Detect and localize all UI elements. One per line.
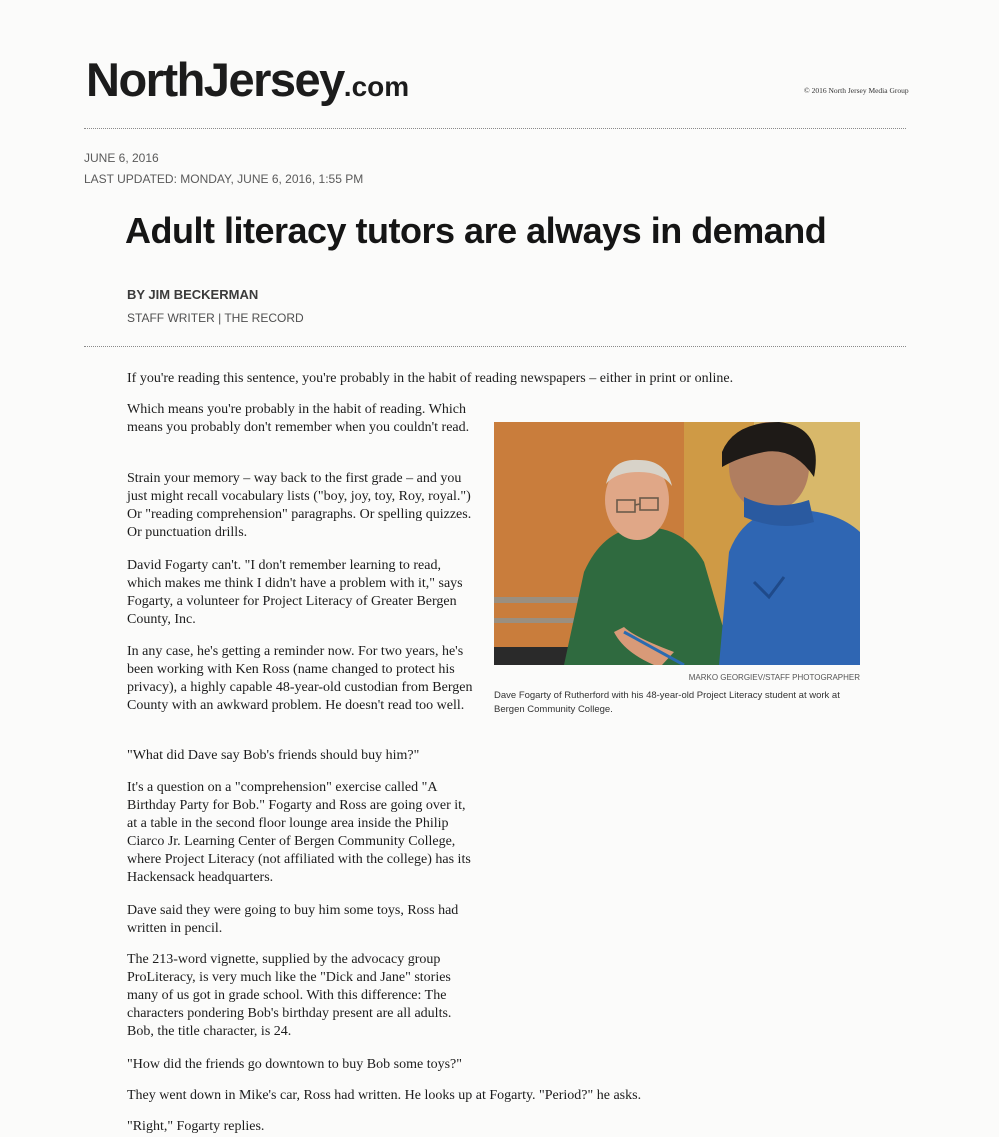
- article-paragraph: The 213-word vignette, supplied by the advocacy group ProLiteracy, is very much like the "Dick and Jane" stories many of us got in grade school. With this difference: The characters pondering Bob's birthday present are all adults. Bob, the title character, is 24.: [127, 952, 452, 1039]
- article-paragraph: "Right," Fogarty replies.: [127, 1119, 265, 1134]
- logo-tld: .com: [343, 71, 410, 102]
- article-paragraph: In any case, he's getting a reminder now. For two years, he's been working with Ken Ross (name changed to protect his privacy), a highly capable 48-year-old custodian from Bergen County with an awkward problem. He doesn't read too well.: [127, 644, 473, 713]
- last-updated: LAST UPDATED: MONDAY, JUNE 6, 2016, 1:55 PM: [84, 172, 364, 186]
- article-paragraph: "What did Dave say Bob's friends should buy him?": [127, 748, 420, 763]
- article-paragraph: "How did the friends go downtown to buy Bob some toys?": [127, 1057, 462, 1072]
- byline-divider: [84, 346, 906, 347]
- tutoring-photo-illustration: [494, 422, 860, 665]
- copyright-notice: © 2016 North Jersey Media Group: [804, 86, 909, 95]
- article-paragraph: Strain your memory – way back to the first grade – and you just might recall vocabulary lists ("boy, joy, toy, Roy, royal.") Or "reading comprehension" paragraphs. Or spelling quizzes. Or punctuation drills.: [127, 471, 472, 540]
- site-logo[interactable]: [86, 52, 409, 107]
- article-paragraph: Which means you're probably in the habit of reading. Which means you probably don't remember when you couldn't read.: [127, 402, 470, 435]
- article-paragraph: They went down in Mike's car, Ross had written. He looks up at Fogarty. "Period?" he asks.: [127, 1088, 642, 1103]
- photo-credit: MARKO GEORGIEV/STAFF PHOTOGRAPHER: [688, 673, 860, 682]
- article-paragraph: Dave said they were going to buy him some toys, Ross had written in pencil.: [127, 903, 459, 936]
- article-photo[interactable]: [494, 422, 860, 665]
- article-paragraph: If you're reading this sentence, you're probably in the habit of reading newspapers – either in print or online.: [127, 371, 734, 386]
- photo-caption: Dave Fogarty of Rutherford with his 48-year-old Project Literacy student at work at Bergen Community College.: [494, 690, 840, 715]
- publish-date: JUNE 6, 2016: [84, 151, 159, 165]
- author-byline: BY JIM BECKERMAN: [127, 287, 259, 302]
- article-headline: Adult literacy tutors are always in demand: [125, 210, 827, 251]
- logo-name: NorthJersey: [86, 53, 344, 106]
- article-paragraph: It's a question on a "comprehension" exercise called "A Birthday Party for Bob." Fogarty and Ross are going over it, at a table in the second floor lounge area inside the Philip Ciarco Jr. Learning Center of Bergen Community College, where Project Literacy (not affiliated with the college) has its Hackensack headquarters.: [127, 780, 471, 885]
- top-divider: [84, 128, 906, 129]
- author-affiliation: STAFF WRITER | THE RECORD: [127, 311, 304, 325]
- article-paragraph: David Fogarty can't. "I don't remember learning to read, which makes me think I didn't have a problem with it," says Fogarty, a volunteer for Project Literacy of Greater Bergen County, Inc.: [127, 558, 463, 627]
